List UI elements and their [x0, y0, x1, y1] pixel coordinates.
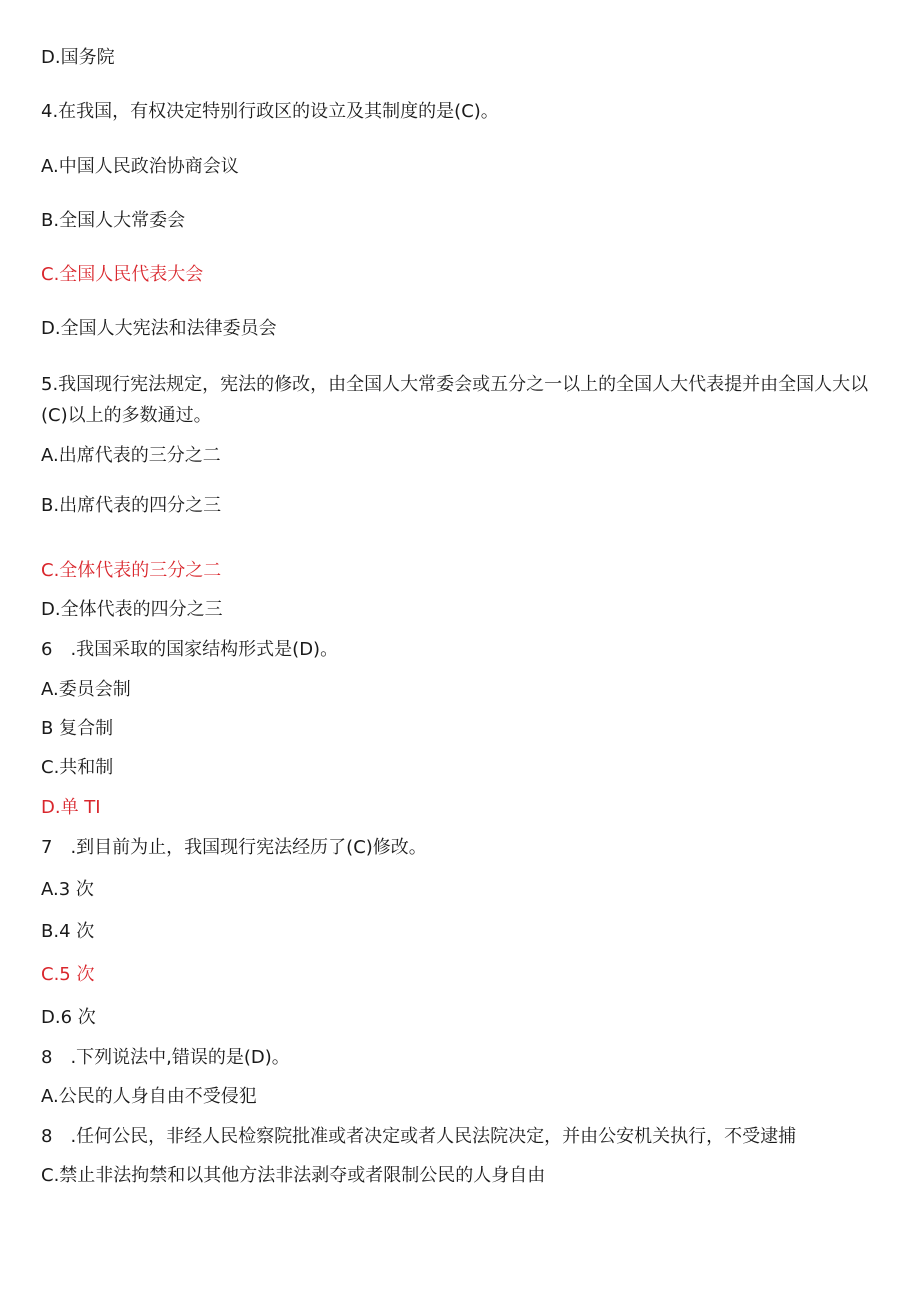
- q5-option-b: B.出席代表的四分之三: [41, 495, 222, 516]
- q4-question: 4.在我国，有权决定特别行政区的设立及其制度的是(C)。: [41, 101, 499, 122]
- q8-option-a: A.公民的人身自由不受侵犯: [41, 1086, 257, 1107]
- q5-option-c-answer: C.全体代表的三分之二: [41, 560, 222, 581]
- q7-question: 7 .到目前为止，我国现行宪法经历了(C)修改。: [41, 837, 427, 858]
- q5-question: 5.我国现行宪法规定，宪法的修改，由全国人大常委会或五分之一以上的全国人大代表提并由全国人大以(C)以上的多数通过。: [41, 374, 869, 426]
- q3-option-d: D.国务院: [41, 47, 115, 68]
- q7-option-b: B.4 次: [41, 921, 95, 942]
- q6-option-d-answer: D.单 TI: [41, 797, 101, 818]
- q4-option-a: A.中国人民政治协商会议: [41, 156, 239, 177]
- q6-option-b: B 复合制: [41, 718, 114, 739]
- q7-option-c-answer: C.5 次: [41, 964, 95, 985]
- q6-option-c: C.共和制: [41, 757, 114, 778]
- q6-question: 6 .我国采取的国家结构形式是(D)。: [41, 639, 339, 660]
- q8-option-c: C.禁止非法拘禁和以其他方法非法剥夺或者限制公民的人身自由: [41, 1165, 546, 1186]
- q4-option-b: B.全国人大常委会: [41, 210, 186, 231]
- q5-option-d: D.全体代表的四分之三: [41, 599, 223, 620]
- q7-option-a: A.3 次: [41, 879, 94, 900]
- q6-option-a: A.委员会制: [41, 679, 131, 700]
- q8-option-b: 8 .任何公民，非经人民检察院批准或者决定或者人民法院决定，并由公安机关执行，不受逮捕: [41, 1126, 797, 1147]
- q7-option-d: D.6 次: [41, 1007, 96, 1028]
- q5-option-a: A.出席代表的三分之二: [41, 445, 221, 466]
- q4-option-c-answer: C.全国人民代表大会: [41, 264, 204, 285]
- q4-option-d: D.全国人大宪法和法律委员会: [41, 318, 277, 339]
- q8-question: 8 .下列说法中,错误的是(D)。: [41, 1047, 290, 1068]
